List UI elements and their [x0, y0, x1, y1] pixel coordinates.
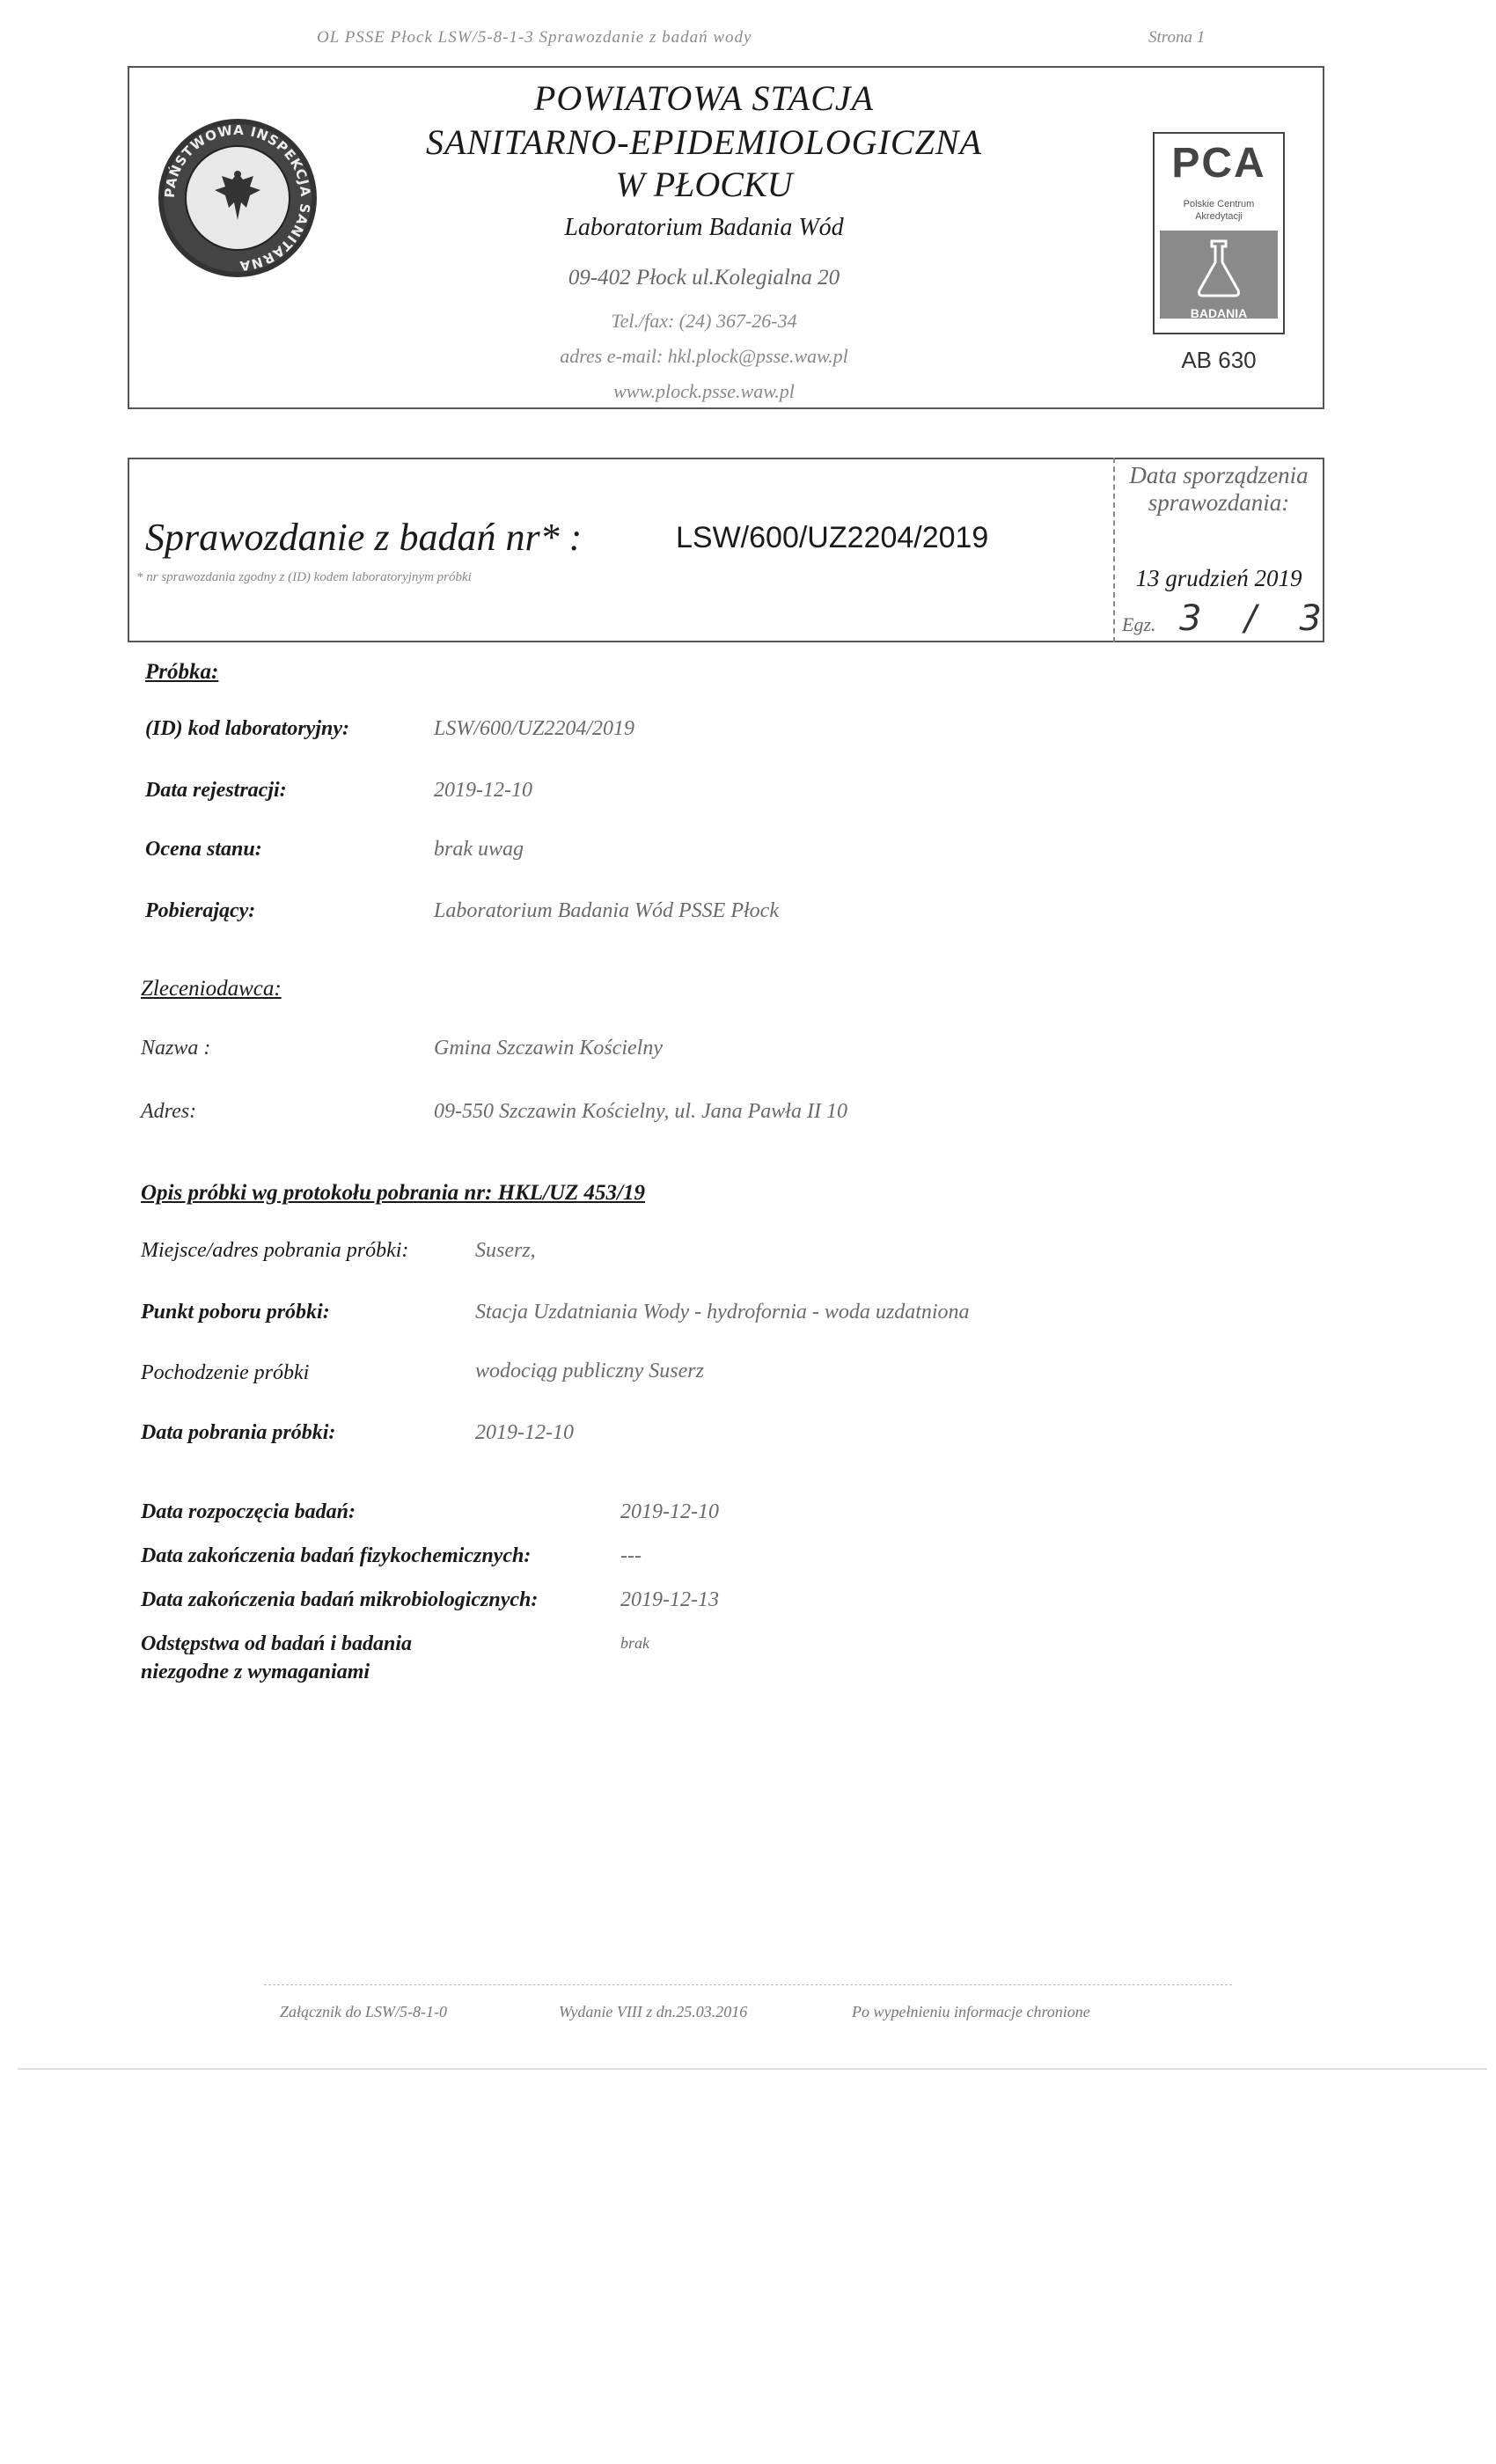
registration-date-value: 2019-12-10: [434, 779, 532, 802]
test-start-label: Data rozpoczęcia badań:: [141, 1500, 356, 1523]
condition-label: Ocena stanu:: [145, 838, 262, 861]
sample-origin-value: wodociąg publiczny Suserz: [475, 1360, 704, 1382]
sampling-point-value: Stacja Uzdatniania Wody - hydrofornia - woda uzdatniona: [475, 1301, 970, 1324]
client-section-title: Zleceniodawca:: [141, 977, 282, 1001]
emblem-ring-text: [158, 119, 317, 277]
sampling-location-label: Miejsce/adres pobrania próbki:: [141, 1239, 409, 1262]
copy-label: Egz.: [1122, 613, 1156, 635]
sampling-date-value: 2019-12-10: [475, 1421, 574, 1444]
client-address-label: Adres:: [141, 1100, 197, 1123]
report-box-divider: [1113, 458, 1115, 642]
pca-badania-label: BADANIA: [1190, 306, 1248, 320]
svg-text:PAŃSTWOWA INSPEKCJA SANITARNA: PAŃSTWOWA INSPEKCJA SANITARNA: [161, 121, 314, 275]
institution-address: 09-402 Płock ul.Kolegialna 20: [568, 266, 840, 290]
footer-edition: Wydanie VIII z dn.25.03.2016: [559, 2003, 748, 2020]
sampler-label: Pobierający:: [145, 899, 256, 922]
report-number: LSW/600/UZ2204/2019: [676, 521, 989, 554]
institution-website: www.plock.psse.waw.pl: [613, 380, 795, 402]
institution-phone: Tel./fax: (24) 367-26-34: [611, 310, 797, 332]
microbio-end-label: Data zakończenia badań mikrobiologicznych:: [141, 1588, 539, 1611]
report-date-value: 13 grudzień 2019: [1135, 565, 1302, 591]
protocol-section-title: Opis próbki wg protokołu pobrania nr: HKL/UZ 453/19: [141, 1181, 645, 1205]
institution-name-line2: SANITARNO-EPIDEMIOLOGICZNA: [426, 122, 982, 162]
institution-email: adres e-mail: hkl.plock@psse.waw.pl: [560, 345, 848, 367]
laboratory-name: Laboratorium Badania Wód: [564, 214, 844, 241]
flask-icon: [1192, 238, 1245, 299]
pca-logo-text: PCA: [1171, 140, 1266, 187]
registration-date-label: Data rejestracji:: [145, 779, 287, 802]
report-date-label: Data sporządzenia sprawozdania:: [1129, 462, 1309, 516]
microbio-end-value: 2019-12-13: [620, 1588, 719, 1611]
footer-attachment: Załącznik do LSW/5-8-1-0: [280, 2003, 447, 2020]
report-number-footnote: * nr sprawozdania zgodny z (ID) kodem laboratoryjnym próbki: [136, 570, 472, 584]
client-name-value: Gmina Szczawin Kościelny: [434, 1037, 663, 1060]
page-edge-line: [18, 2068, 1487, 2070]
page-header-left: OL PSSE Płock LSW/5-8-1-3 Sprawozdanie z badań wody: [317, 28, 752, 47]
pca-subtitle-line2: Akredytacji: [1195, 211, 1243, 222]
footer-separator: [264, 1984, 1232, 1985]
institution-name-line3: W PŁOCKU: [615, 165, 793, 204]
sample-section-title: Próbka:: [145, 660, 219, 684]
physchem-end-value: ---: [620, 1544, 642, 1567]
accreditation-number: AB 630: [1181, 347, 1257, 373]
client-address-value: 09-550 Szczawin Kościelny, ul. Jana Pawła II 10: [434, 1100, 847, 1123]
copy-number-handwritten: 3 / 3: [1179, 598, 1338, 639]
pca-subtitle: [1153, 198, 1285, 223]
report-title: Sprawozdanie z badań nr* :: [145, 516, 583, 559]
sample-origin-label: Pochodzenie próbki: [141, 1361, 310, 1384]
test-start-value: 2019-12-10: [620, 1500, 719, 1523]
deviations-label-line2: niezgodne z wymaganiami: [141, 1661, 370, 1683]
client-name-label: Nazwa :: [141, 1037, 211, 1060]
sampler-value: Laboratorium Badania Wód PSSE Płock: [434, 899, 779, 922]
condition-value: brak uwag: [434, 838, 524, 861]
sample-id-value: LSW/600/UZ2204/2019: [434, 717, 635, 740]
sampling-location-value: Suserz,: [475, 1239, 536, 1262]
sampling-point-label: Punkt poboru próbki:: [141, 1301, 330, 1324]
physchem-end-label: Data zakończenia badań fizykochemicznych:: [141, 1544, 532, 1567]
institution-name-line1: POWIATOWA STACJA: [533, 78, 875, 118]
deviations-value: brak: [620, 1634, 649, 1652]
sample-id-label: (ID) kod laboratoryjny:: [145, 717, 349, 740]
deviations-label: Odstępstwa od badań i badania: [141, 1632, 413, 1655]
pca-subtitle-line1: Polskie Centrum: [1183, 199, 1255, 209]
footer-confidential: Po wypełnieniu informacje chronione: [852, 2003, 1090, 2020]
sampling-date-label: Data pobrania próbki:: [141, 1421, 336, 1444]
page-number: Strona 1: [1148, 28, 1206, 47]
